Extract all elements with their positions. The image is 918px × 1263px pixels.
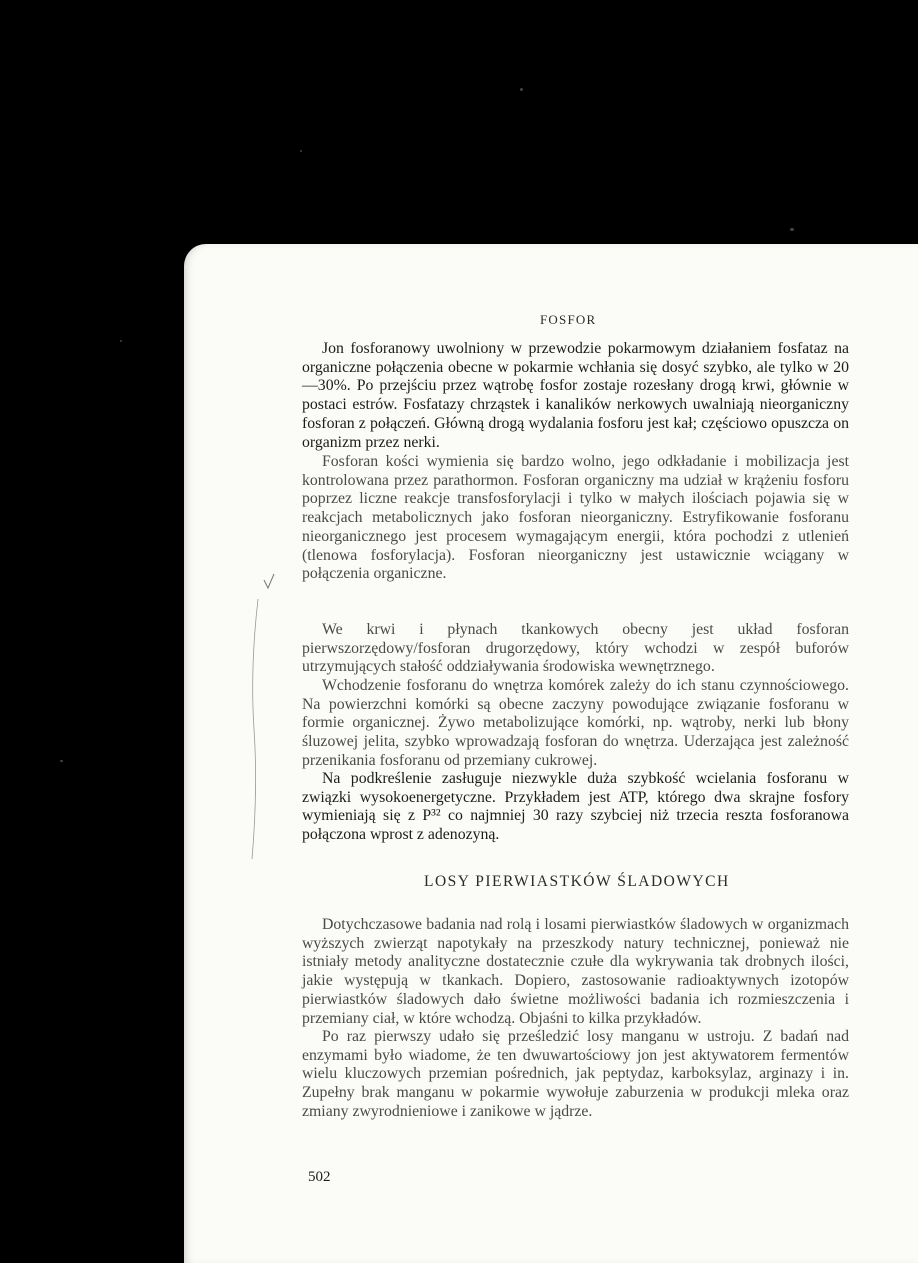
margin-pencil-line: [242, 599, 262, 859]
margin-check-mark: [262, 570, 276, 600]
dust-speck: [790, 228, 794, 231]
dust-speck: [60, 760, 63, 762]
running-head: FOSFOR: [540, 312, 597, 327]
paragraph: Wchodzenie fosforanu do wnętrza komórek zależy do ich stanu czynnościowego. Na powierzchni komórki są obecne zaczyny powodujące związanie fosforanu w formie organicznej. Żywo metabolizujące komórki, np. wątroby, nerki lub błony śluzowej jelita, szybko wprowadzają fosforan do wnętrza. Uderzająca jest zależność przenikania fosforanu od przemiany cukrowej.: [302, 677, 849, 769]
paragraph: Dotychczasowe badania nad rolą i losami pierwiastków śladowych w organizmach wyższych zwierząt napotykały na przeszkody natury technicznej, ponieważ nie istniały metody analityczne dostatecznie czułe dla wykrywania tak drobnych ilości, jakie występują w tkankach. Dopiero, zastosowanie radioaktywnych izotopów pierwiastków śladowych dało świetne możliwości badania ich rozmieszczenia i przemiany ciał, w które wchodzą. Objaśni to kilka przykładów.: [302, 916, 849, 1027]
book-page: [184, 244, 918, 1263]
dust-speck: [120, 340, 122, 342]
paragraph: We krwi i płynach tkankowych obecny jest układ fosforan pierwszorzędowy/fosforan drugorzędowy, który wchodzi w zespół buforów utrzymujących stałość oddziaływania środowiska wewnętrznego.: [302, 621, 849, 676]
section-heading: LOSY PIERWIASTKÓW ŚLADOWYCH: [424, 873, 730, 890]
page-number: 502: [308, 1169, 331, 1185]
paragraph: Po raz pierwszy udało się prześledzić losy manganu w ustroju. Z badań nad enzymami było wiadome, że ten dwuwartościowy jon jest aktywatorem fermentów wielu kluczowych przemian pośrednich, jak peptydaz, karboksylaz, arginazy i in. Zupełny brak manganu w pokarmie wywołuje zaburzenia w produkcji mleka oraz zmiany zwyrodnieniowe i zanikowe w jądrze.: [302, 1028, 849, 1120]
paragraph: Fosforan kości wymienia się bardzo wolno, jego odkładanie i mobilizacja jest kontrolowana przez parathormon. Fosforan organiczny ma udział w krążeniu fosforu poprzez liczne reakcje transfosforylacji i tylko w małych ilościach pojawia się w reakcjach metabolicznych jako fosforan nieorganiczny. Estryfikowanie fosforanu nieorganicznego jest procesem wymagającym energii, która pochodzi z utlenień (tlenowa fosforylacja). Fosforan nieorganiczny jest ustawicznie wciągany w połączenia organiczne.: [302, 453, 849, 583]
paragraph: Na podkreślenie zasługuje niezwykle duża szybkość wcielania fosforanu w związki wysokoenergetyczne. Przykładem jest ATP, którego dwa skrajne fosfory wymieniają się z P³² co najmniej 30 razy szybciej niż trzecia reszta fosforanowa połączona wprost z adenozyną.: [302, 770, 849, 844]
dust-speck: [520, 88, 523, 91]
dust-speck: [300, 150, 302, 152]
paragraph: Jon fosforanowy uwolniony w przewodzie pokarmowym działaniem fosfataz na organiczne połączenia obecne w pokarmie wchłania się dosyć szybko, ale tylko w 20—30%. Po przejściu przez wątrobę fosfor zostaje rozesłany drogą krwi, głównie w postaci estrów. Fosfatazy chrząstek i kanalików nerkowych uwalniają nieorganiczny fosforan z połączeń. Główną drogą wydalania fosforu jest kał; częściowo opuszcza on organizm przez nerki.: [302, 340, 849, 451]
